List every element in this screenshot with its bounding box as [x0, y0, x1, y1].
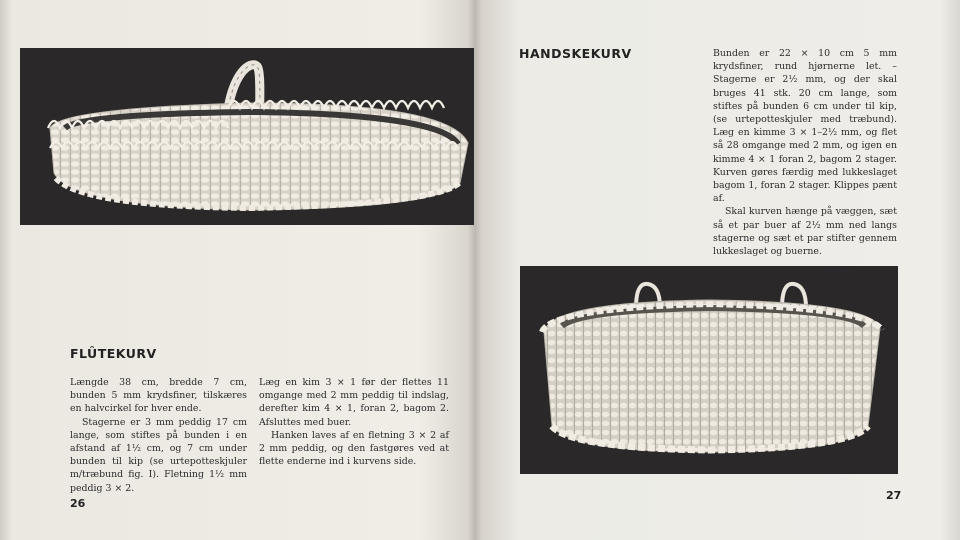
handskekurv-heading: HANDSKEKURV	[519, 46, 632, 61]
flutekurv-paragraph: Læg en kim 3 × 1 før der flettes 11 omgange med 2 mm peddig til indslag, derefter kim 4 × 1, foran 2, bagom 2. Afsluttes med buer.	[259, 377, 449, 428]
flutekurv-heading: FLÛTEKURV	[70, 346, 157, 361]
handskekurv-paragraph: Skal kurven hænge på væggen, sæt så et par buer af 2½ mm ned langs stagerne og sæt et par stifter gennem lukkeslaget og buerne.	[713, 206, 897, 258]
page-number-right: 27	[886, 489, 902, 502]
flutekurv-paragraph: Længde 38 cm, bredde 7 cm, bunden 5 mm krydsfiner, tilskæres en halvcirkel for hver ende.	[70, 377, 247, 415]
flute-basket-photo	[20, 48, 474, 225]
flutekurv-paragraph: Hanken laves af en fletning 3 × 2 af 2 mm peddig, og den fastgøres ved at flette enderne ind i kurvens side.	[259, 429, 449, 468]
page-number-left: 26	[70, 497, 86, 510]
handskekurv-text-column	[713, 47, 897, 258]
flutekurv-text-column-1	[70, 376, 247, 495]
glove-basket-photo	[520, 266, 898, 474]
glove-basket-illustration	[520, 266, 898, 474]
flutekurv-paragraph: Stagerne er 3 mm peddig 17 cm lange, som stiftes på bunden i en afstand af 1½ cm, og 7 cm under bunden til kip (se urtepotteskjuler m/træbund fig. I). Fletning 1½ mm peddig 3 × 2.	[70, 416, 247, 494]
handskekurv-paragraph: Bunden er 22 × 10 cm 5 mm krydsfiner, rund hjørnerne let. – Stagerne er 2½ mm, og der skal bruges 41 stk. 20 cm lange, som stiftes på bunden 6 cm under til kip, (se urtepotteskjuler med træbund). Læg en kimme 3 × 1–2½ mm, og flet så 28 omgange med 2 mm, og igen en kimme 4 × 1 foran 2, bagom 2 stager. Kurven gøres færdig med lukkeslaget bagom 1, foran 2 stager. Klippes pænt af.	[713, 48, 897, 205]
flute-basket-illustration	[20, 48, 474, 225]
flutekurv-text-column-2	[259, 376, 449, 468]
